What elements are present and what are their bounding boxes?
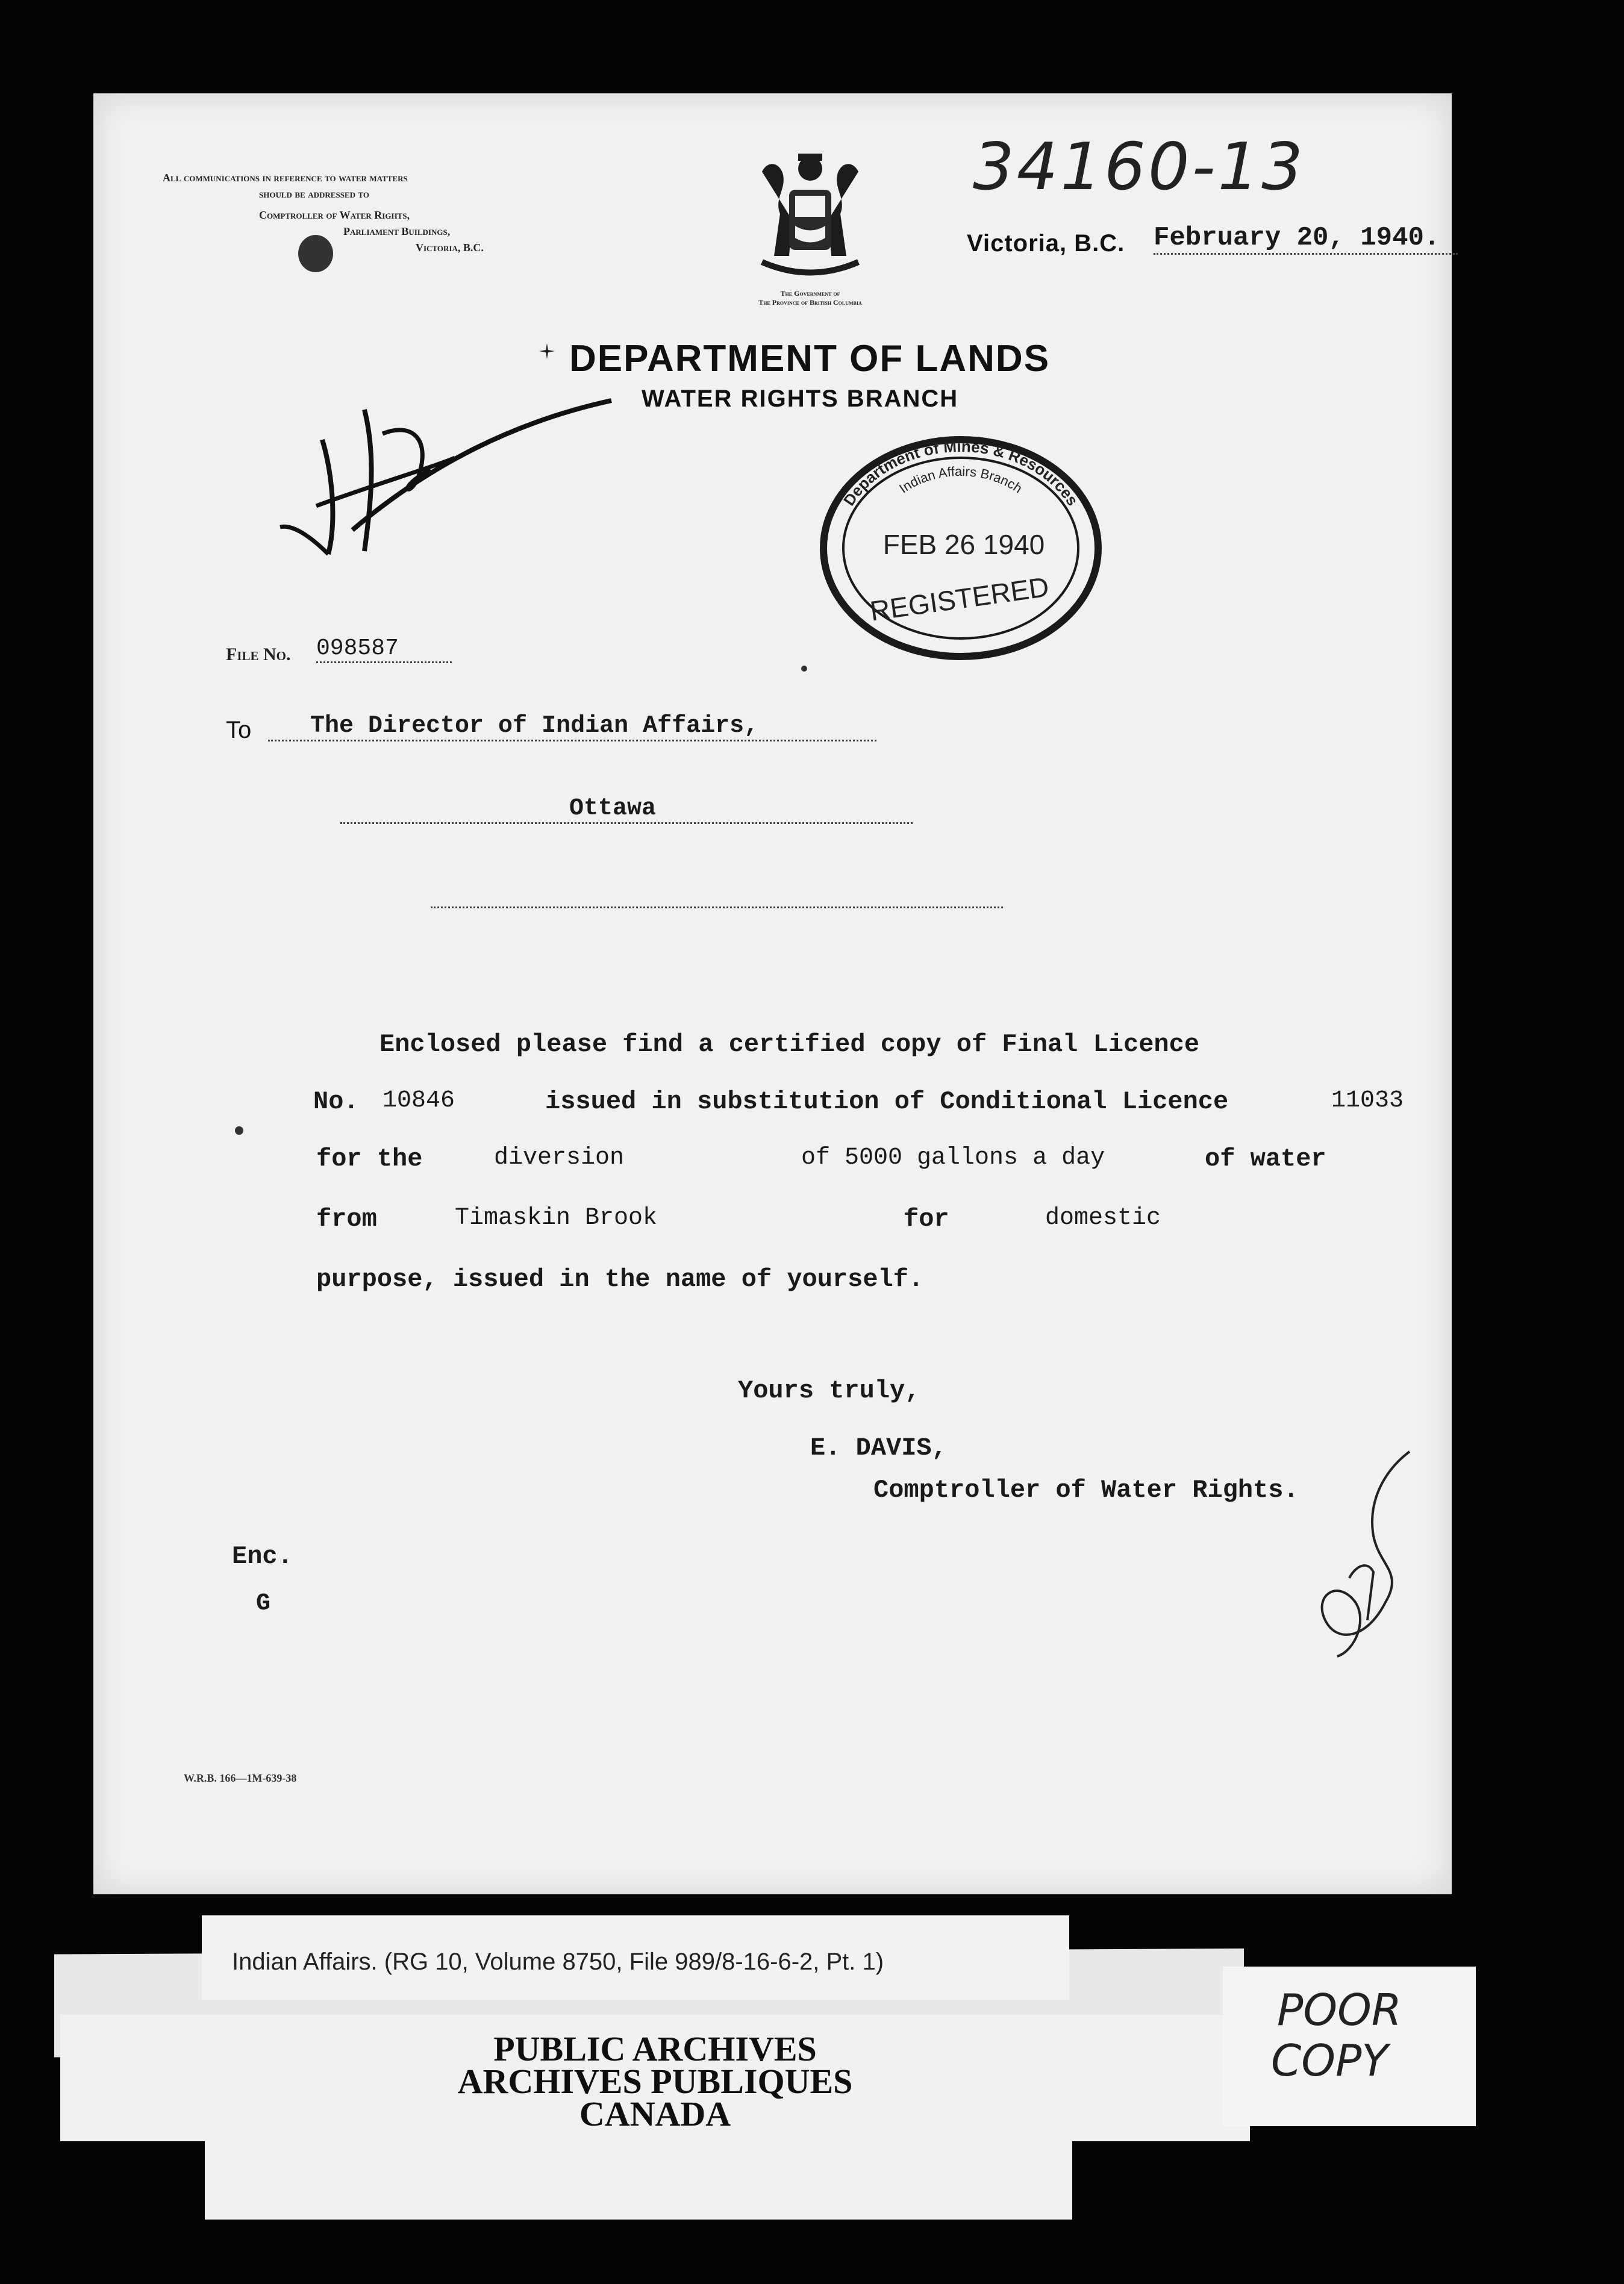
provincial-crest-icon — [738, 148, 882, 286]
body-line-5: purpose, issued in the name of yourself. — [316, 1265, 924, 1294]
body-of-water: of water — [1205, 1144, 1326, 1173]
recipient-city: Ottawa — [340, 795, 913, 824]
body-no-label: No. — [313, 1087, 359, 1116]
archive-line-2: ARCHIVES PUBLIQUES — [457, 2062, 853, 2101]
enclosure-mark: G — [256, 1590, 271, 1617]
to-label: To — [226, 717, 252, 743]
body-amount: of 5000 gallons a day — [801, 1144, 1105, 1172]
archive-stamp-text — [60, 2029, 1250, 2133]
letter-date: February 20, 1940. — [1154, 223, 1458, 255]
department-title: DEPARTMENT OF LANDS — [569, 338, 1051, 379]
ink-speck — [801, 666, 807, 672]
address-blank-line — [431, 900, 1003, 908]
form-code: W.R.B. 166—1M-639-38 — [184, 1772, 297, 1784]
stamp-status: REGISTERED — [868, 570, 1051, 627]
handwritten-initials-icon — [274, 385, 648, 572]
sparkle-mark-icon — [539, 343, 555, 359]
letterhead-address — [163, 170, 548, 256]
file-number: 098587 — [316, 635, 452, 663]
stamp-ring-text: Department of Mines & Resources — [839, 437, 1082, 509]
crest-caption — [720, 289, 901, 307]
enclosure-label: Enc. — [232, 1542, 293, 1571]
address-line: Parliament Buildings, — [343, 225, 451, 237]
body-diversion: diversion — [494, 1144, 625, 1172]
water-source: Timaskin Brook — [455, 1205, 658, 1232]
body-line-1: Enclosed please find a certified copy of Final Licence — [379, 1030, 1200, 1059]
address-line: All communications in reference to water matters — [163, 172, 408, 184]
file-label: File No. — [226, 644, 291, 664]
conditional-licence-number: 11033 — [1331, 1087, 1404, 1114]
handwritten-flourish-icon — [1313, 1446, 1422, 1662]
stamp-inner-text: Indian Affairs Branch — [896, 463, 1025, 496]
place-label: Victoria, B.C. — [967, 230, 1125, 257]
body-for: for — [904, 1205, 949, 1234]
handwritten-file-ref: 34160-13 — [973, 129, 1305, 205]
signatory-title: Comptroller of Water Rights. — [873, 1476, 1299, 1505]
body-for-the: for the — [316, 1144, 423, 1173]
address-line: Comptroller of Water Rights, — [259, 209, 410, 221]
archive-line-1: PUBLIC ARCHIVES — [493, 2029, 817, 2068]
poor-copy-text — [1271, 1985, 1402, 2086]
archive-bottom-label — [205, 2141, 1072, 2220]
body-line-2: issued in substitution of Conditional Licence — [545, 1087, 1229, 1116]
poor-copy-line-2: COPY — [1271, 2035, 1388, 2086]
crest-caption-line: The Government of — [780, 289, 840, 298]
licence-number: 10846 — [383, 1087, 455, 1114]
body-from: from — [316, 1205, 377, 1234]
archive-reference: Indian Affairs. (RG 10, Volume 8750, File 989/8-16-6-2, Pt. 1) — [232, 1949, 884, 1975]
signatory-name: E. DAVIS, — [810, 1434, 947, 1462]
poor-copy-line-1: POOR — [1277, 1985, 1402, 2035]
recipient-name: The Director of Indian Affairs, — [268, 713, 876, 741]
ink-speck — [235, 1126, 243, 1135]
archive-line-3: CANADA — [579, 2094, 731, 2133]
svg-text:Indian Affairs Branch — [896, 464, 1025, 496]
registered-stamp — [810, 422, 1111, 663]
crest-caption-line: The Province of British Columbia — [758, 298, 862, 307]
water-use: domestic — [1045, 1205, 1161, 1232]
address-line: should be addressed to — [259, 188, 370, 200]
branch-title: WATER RIGHTS BRANCH — [642, 385, 959, 412]
stamp-date: FEB 26 1940 — [882, 529, 1045, 560]
address-line: Victoria, B.C. — [416, 242, 484, 254]
salutation: Yours truly, — [738, 1376, 920, 1405]
